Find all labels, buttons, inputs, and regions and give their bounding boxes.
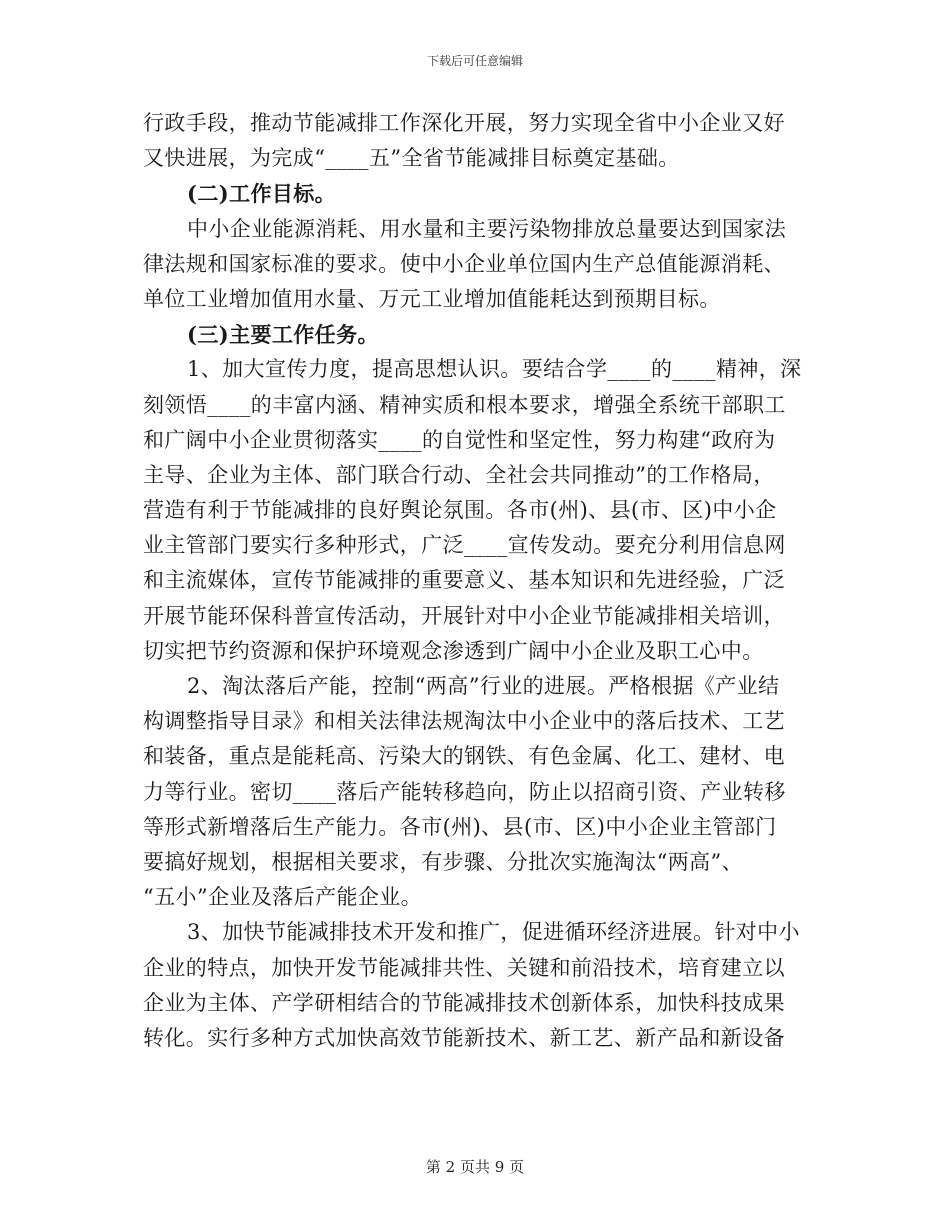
text-line: 力等行业。密切____落后产能转移趋向，防止以招商引资、产业转移 [143,779,786,804]
text-line: 中小企业能源消耗、用水量和主要污染物排放总量要达到国家法 [187,216,787,241]
text-line: 行政手段，推动节能减排工作深化开展，努力实现全省中小企业又好 [143,111,785,135]
text-line: 1、加大宣传力度，提高思想认识。要结合学____的____精神，深 [187,357,802,382]
text-line: 营造有利于节能减排的良好舆论氛围。各市(州)、县(市、区)中小企 [143,498,777,523]
text-line: 刻领悟____的丰富内涵、精神实质和根本要求，增强全系统干部职工 [143,392,786,417]
text-line: 主导、企业为主体、部门联合行动、全社会共同推动”的工作格局， [143,462,775,487]
text-line: 等形式新增落后生产能力。各市(州)、县(市、区)中小企业主管部门 [143,814,777,839]
text-line: 3、加快节能减排技术开发和推广，促进循环经济进展。针对中小 [187,920,800,945]
text-line: 业主管部门要实行多种形式，广泛____宣传发动。要充分利用信息网 [143,533,786,558]
section-heading: (三)主要工作任务。 [187,322,379,348]
text-line: 要搞好规划，根据相关要求，有步骤、分批次实施淘汰“两高”、 [143,849,744,874]
text-line: 和广阔中小企业贯彻落实____的自觉性和坚定性，努力构建“政府为 [143,427,776,452]
text-line: 和主流媒体，宣传节能减排的重要意义、基本知识和先进经验，广泛 [143,568,785,593]
text-line: 开展节能环保科普宣传活动，开展针对中小企业节能减排相关培训， [143,603,785,628]
header-note: 下载后可任意编辑 [426,54,523,68]
text-line: 又快进展，为完成“____五”全省节能减排目标奠定基础。 [143,146,680,171]
text-line: 单位工业增加值用水量、万元工业增加值能耗达到预期目标。 [143,286,721,311]
text-line: 切实把节约资源和保护环境观念渗透到广阔中小企业及职工心中。 [143,638,764,663]
text-line: 企业为主体、产学研相结合的节能减排技术创新体系，加快科技成果 [143,990,785,1015]
text-line: 和装备，重点是能耗高、污染大的钢铁、有色金属、化工、建材、电 [143,744,785,769]
text-line: 构调整指导目录》和相关法律法规淘汰中小企业中的落后技术、工艺 [143,709,785,734]
section-heading: (二)工作目标。 [187,181,337,207]
page-number: 第 2 页共 9 页 [425,1158,525,1176]
document-body [143,106,808,1056]
text-line: 2、淘汰落后产能，控制“两高”行业的进展。严格根据《产业结 [187,674,780,698]
text-line: 转化。实行多种方式加快高效节能新技术、新工艺、新产品和新设备 [143,1025,785,1050]
text-line: “五小”企业及落后产能企业。 [143,885,423,910]
text-line: 企业的特点，加快开发节能减排共性、关键和前沿技术，培育建立以 [143,955,785,980]
text-line: 律法规和国家标准的要求。使中小企业单位国内生产总值能源消耗、 [143,251,785,276]
